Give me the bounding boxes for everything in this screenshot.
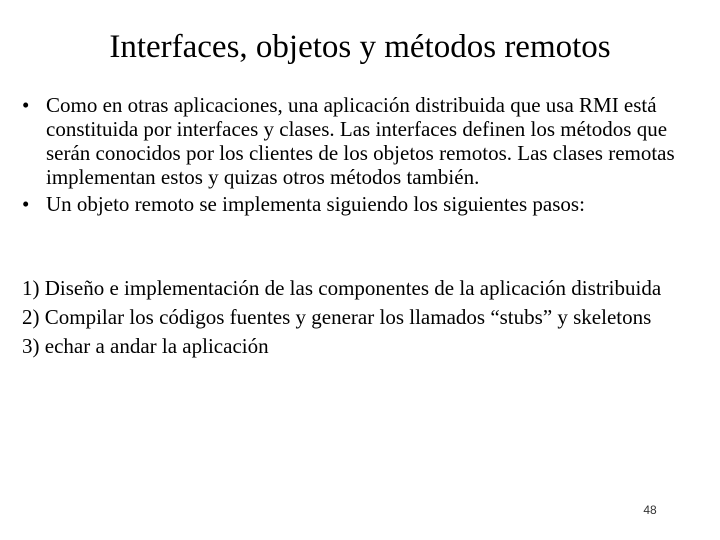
step-item-design: 1) Diseño e implementación de las componentes de la aplicación distribuida (22, 276, 662, 300)
bullet-icon: • (22, 192, 30, 216)
slide-title: Interfaces, objetos y métodos remotos (109, 29, 611, 65)
bullet-icon: • (22, 93, 30, 117)
step-item-compile: 2) Compilar los códigos fuentes y generar los llamados “stubs” y skeletons (22, 305, 652, 329)
bullet-text: Un objeto remoto se implementa siguiendo los siguientes pasos: (46, 192, 585, 216)
bullet-text: Como en otras aplicaciones, una aplicación distribuida que usa RMI está constituida por interfaces y clases. Las interfaces definen los métodos que serán conocidos por los clientes de los objetos remotos. Las clases remotas implementan estos y quizas otros métodos también. (46, 93, 675, 189)
bullet-item-rmi-structure (22, 93, 712, 189)
page-number: 48 (643, 503, 657, 517)
step-item-run: 3) echar a andar la aplicación (22, 334, 269, 358)
steps-list (22, 276, 712, 363)
bullet-item-implementation-steps (22, 192, 712, 216)
bullet-list (22, 93, 712, 219)
